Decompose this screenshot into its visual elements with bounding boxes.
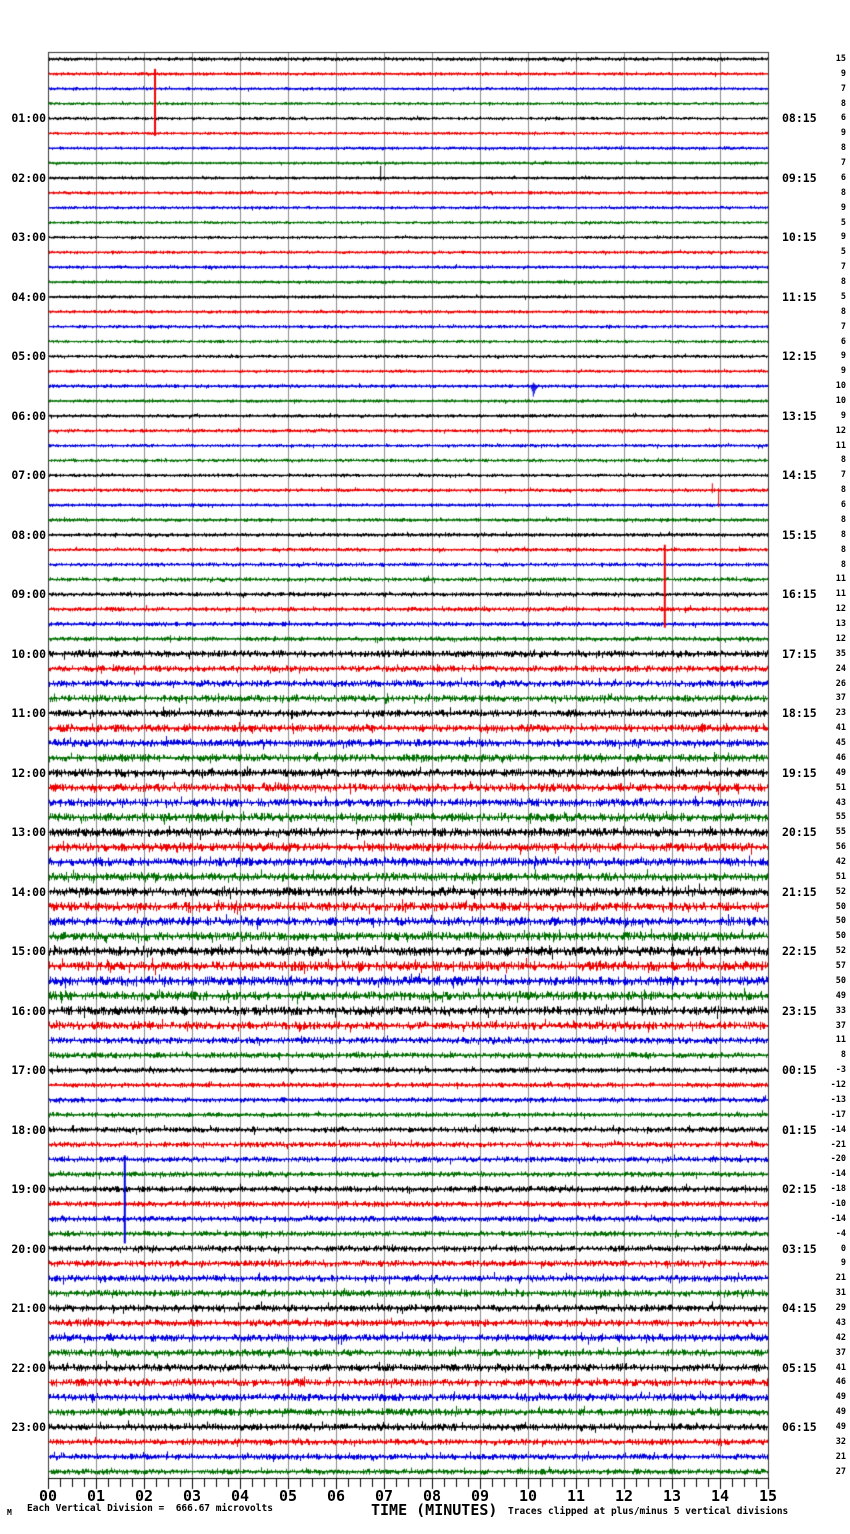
dc-offset-value: -14: [830, 1169, 846, 1179]
dc-offset-value: 8: [840, 485, 846, 495]
dc-offset-value: 21: [835, 1273, 846, 1283]
dc-offset-value: 46: [835, 753, 846, 763]
dc-offset-value: 27: [835, 1467, 846, 1477]
dc-offset-value: -14: [830, 1214, 846, 1224]
x-tick-label: 15: [758, 1487, 778, 1505]
dc-offset-value: -12: [830, 1080, 846, 1090]
mst-hour-label: 12:00: [11, 766, 46, 780]
dc-offset-value: 12: [835, 634, 846, 644]
dc-offset-value: -20: [830, 1154, 846, 1164]
dc-offset-value: 9: [840, 411, 846, 421]
utc-hour-label: 14:15: [782, 468, 817, 482]
mst-hour-label: 10:00: [11, 647, 46, 661]
utc-hour-label: 10:15: [782, 230, 817, 244]
dc-offset-value: 46: [835, 1377, 846, 1387]
division-scale-note: Each Vertical Division = 666.67 microvolts: [27, 1503, 273, 1514]
dc-offset-value: 45: [835, 738, 846, 748]
mst-hour-label: 03:00: [11, 230, 46, 244]
utc-hour-label: 04:15: [782, 1301, 817, 1315]
dc-offset-value: 10: [835, 396, 846, 406]
x-tick-label: 10: [518, 1487, 538, 1505]
utc-hour-label: 09:15: [782, 171, 817, 185]
dc-offset-value: -13: [830, 1095, 846, 1105]
dc-offset-value: 7: [840, 322, 846, 332]
dc-offset-value: 51: [835, 872, 846, 882]
x-axis-title: TIME (MINUTES): [371, 1501, 498, 1519]
dc-offset-value: 9: [840, 232, 846, 242]
utc-hour-label: 18:15: [782, 706, 817, 720]
utc-hour-label: 17:15: [782, 647, 817, 661]
dc-offset-value: 8: [840, 530, 846, 540]
x-tick-label: 12: [614, 1487, 634, 1505]
mst-hour-label: 14:00: [11, 885, 46, 899]
dc-offset-value: 8: [840, 307, 846, 317]
dc-offset-value: 8: [840, 545, 846, 555]
dc-offset-value: 55: [835, 827, 846, 837]
dc-offset-value: -4: [835, 1229, 846, 1239]
mst-hour-label: 23:00: [11, 1420, 46, 1434]
utc-hour-label: 19:15: [782, 766, 817, 780]
utc-hour-label: 05:15: [782, 1361, 817, 1375]
x-tick-label: 06: [326, 1487, 346, 1505]
dc-offset-value: 49: [835, 991, 846, 1001]
mst-hour-label: 01:00: [11, 111, 46, 125]
utc-hour-label: 13:15: [782, 409, 817, 423]
dc-offset-value: 49: [835, 1392, 846, 1402]
mst-hour-label: 21:00: [11, 1301, 46, 1315]
x-tick-label: 03: [182, 1487, 202, 1505]
dc-offset-value: 29: [835, 1303, 846, 1313]
utc-hour-label: 00:15: [782, 1063, 817, 1077]
dc-offset-value: -10: [830, 1199, 846, 1209]
dc-offset-value: 9: [840, 203, 846, 213]
dc-offset-value: 7: [840, 470, 846, 480]
dc-offset-value: 52: [835, 887, 846, 897]
x-tick-label: 05: [278, 1487, 298, 1505]
dc-offset-value: 11: [835, 1035, 846, 1045]
dc-offset-value: 8: [840, 143, 846, 153]
mst-hour-label: 16:00: [11, 1004, 46, 1018]
dc-offset-value: 42: [835, 857, 846, 867]
dc-offset-value: 37: [835, 1348, 846, 1358]
utc-hour-label: 16:15: [782, 587, 817, 601]
utc-hour-label: 01:15: [782, 1123, 817, 1137]
x-tick-label: 14: [710, 1487, 730, 1505]
utc-hour-label: 23:15: [782, 1004, 817, 1018]
dc-offset-value: 35: [835, 649, 846, 659]
mst-hour-label: 11:00: [11, 706, 46, 720]
x-tick-label: 11: [566, 1487, 586, 1505]
dc-offset-value: 50: [835, 916, 846, 926]
dc-offset-value: -18: [830, 1184, 846, 1194]
utc-hour-label: 08:15: [782, 111, 817, 125]
dc-offset-value: 43: [835, 1318, 846, 1328]
x-tick-label: 00: [38, 1487, 58, 1505]
mst-hour-label: 17:00: [11, 1063, 46, 1077]
dc-offset-value: 5: [840, 218, 846, 228]
clipping-note: Traces clipped at plus/minus 5 vertical divisions: [508, 1506, 789, 1517]
dc-offset-value: 52: [835, 946, 846, 956]
dc-offset-value: 6: [840, 337, 846, 347]
dc-offset-value: 11: [835, 589, 846, 599]
dc-offset-value: 5: [840, 247, 846, 257]
dc-offset-value: 21: [835, 1452, 846, 1462]
dc-offset-value: 9: [840, 69, 846, 79]
dc-offset-value: 12: [835, 604, 846, 614]
dc-offset-value: 0: [840, 1244, 846, 1254]
dc-offset-value: 7: [840, 158, 846, 168]
dc-offset-value: 37: [835, 1021, 846, 1031]
x-tick-label: 08: [422, 1487, 442, 1505]
mst-hour-label: 09:00: [11, 587, 46, 601]
mst-hour-label: 04:00: [11, 290, 46, 304]
mst-hour-label: 08:00: [11, 528, 46, 542]
dc-offset-value: 8: [840, 515, 846, 525]
utc-hour-label: 03:15: [782, 1242, 817, 1256]
x-tick-label: 04: [230, 1487, 250, 1505]
dc-offset-value: 24: [835, 664, 846, 674]
dc-offset-value: 8: [840, 455, 846, 465]
dc-offset-value: 8: [840, 99, 846, 109]
utc-hour-label: 20:15: [782, 825, 817, 839]
x-tick-label: 01: [86, 1487, 106, 1505]
utc-hour-label: 12:15: [782, 349, 817, 363]
dc-offset-value: 23: [835, 708, 846, 718]
dc-offset-value: 55: [835, 812, 846, 822]
dc-offset-value: 8: [840, 188, 846, 198]
dc-offset-value: 9: [840, 351, 846, 361]
dc-offset-value: 51: [835, 783, 846, 793]
mst-hour-label: 05:00: [11, 349, 46, 363]
dc-offset-value: 12: [835, 426, 846, 436]
dc-offset-value: -14: [830, 1125, 846, 1135]
dc-offset-value: 6: [840, 113, 846, 123]
dc-offset-value: 15: [835, 54, 846, 64]
dc-offset-value: 9: [840, 128, 846, 138]
utc-hour-label: 21:15: [782, 885, 817, 899]
dc-offset-value: 49: [835, 1407, 846, 1417]
dc-offset-value: 42: [835, 1333, 846, 1343]
dc-offset-value: 43: [835, 798, 846, 808]
mst-hour-label: 19:00: [11, 1182, 46, 1196]
dc-offset-value: -3: [835, 1065, 846, 1075]
dc-offset-value: 32: [835, 1437, 846, 1447]
dc-offset-value: 9: [840, 1258, 846, 1268]
utc-hour-label: 15:15: [782, 528, 817, 542]
dc-offset-value: 57: [835, 961, 846, 971]
dc-offset-value: 11: [835, 441, 846, 451]
x-tick-label: 09: [470, 1487, 490, 1505]
dc-offset-value: 13: [835, 619, 846, 629]
dc-offset-value: 49: [835, 1422, 846, 1432]
dc-offset-value: 7: [840, 262, 846, 272]
dc-offset-value: 7: [840, 84, 846, 94]
dc-offset-value: 56: [835, 842, 846, 852]
dc-offset-value: 9: [840, 366, 846, 376]
dc-offset-value: 8: [840, 277, 846, 287]
dc-offset-value: 8: [840, 560, 846, 570]
x-tick-label: 13: [662, 1487, 682, 1505]
dc-offset-value: 50: [835, 976, 846, 986]
utc-hour-label: 11:15: [782, 290, 817, 304]
dc-offset-value: 41: [835, 1363, 846, 1373]
mst-hour-label: 15:00: [11, 944, 46, 958]
mst-hour-label: 22:00: [11, 1361, 46, 1375]
dc-offset-value: 26: [835, 679, 846, 689]
dc-offset-value: 49: [835, 768, 846, 778]
utc-hour-label: 02:15: [782, 1182, 817, 1196]
corner-mark: M: [7, 1508, 12, 1517]
dc-offset-value: 37: [835, 693, 846, 703]
dc-offset-value: 10: [835, 381, 846, 391]
x-tick-label: 02: [134, 1487, 154, 1505]
dc-offset-value: -17: [830, 1110, 846, 1120]
dc-offset-value: -21: [830, 1140, 846, 1150]
mst-hour-label: 02:00: [11, 171, 46, 185]
dc-offset-value: 50: [835, 902, 846, 912]
dc-offset-value: 31: [835, 1288, 846, 1298]
utc-hour-label: 06:15: [782, 1420, 817, 1434]
mst-hour-label: 07:00: [11, 468, 46, 482]
dc-offset-value: 50: [835, 931, 846, 941]
mst-hour-label: 06:00: [11, 409, 46, 423]
mst-hour-label: 13:00: [11, 825, 46, 839]
utc-hour-label: 22:15: [782, 944, 817, 958]
dc-offset-value: 8: [840, 1050, 846, 1060]
dc-offset-value: 33: [835, 1006, 846, 1016]
mst-hour-label: 18:00: [11, 1123, 46, 1137]
x-tick-label: 07: [374, 1487, 394, 1505]
dc-offset-value: 11: [835, 574, 846, 584]
dc-offset-value: 6: [840, 173, 846, 183]
dc-offset-value: 6: [840, 500, 846, 510]
dc-offset-value: 5: [840, 292, 846, 302]
dc-offset-value: 41: [835, 723, 846, 733]
mst-hour-label: 20:00: [11, 1242, 46, 1256]
